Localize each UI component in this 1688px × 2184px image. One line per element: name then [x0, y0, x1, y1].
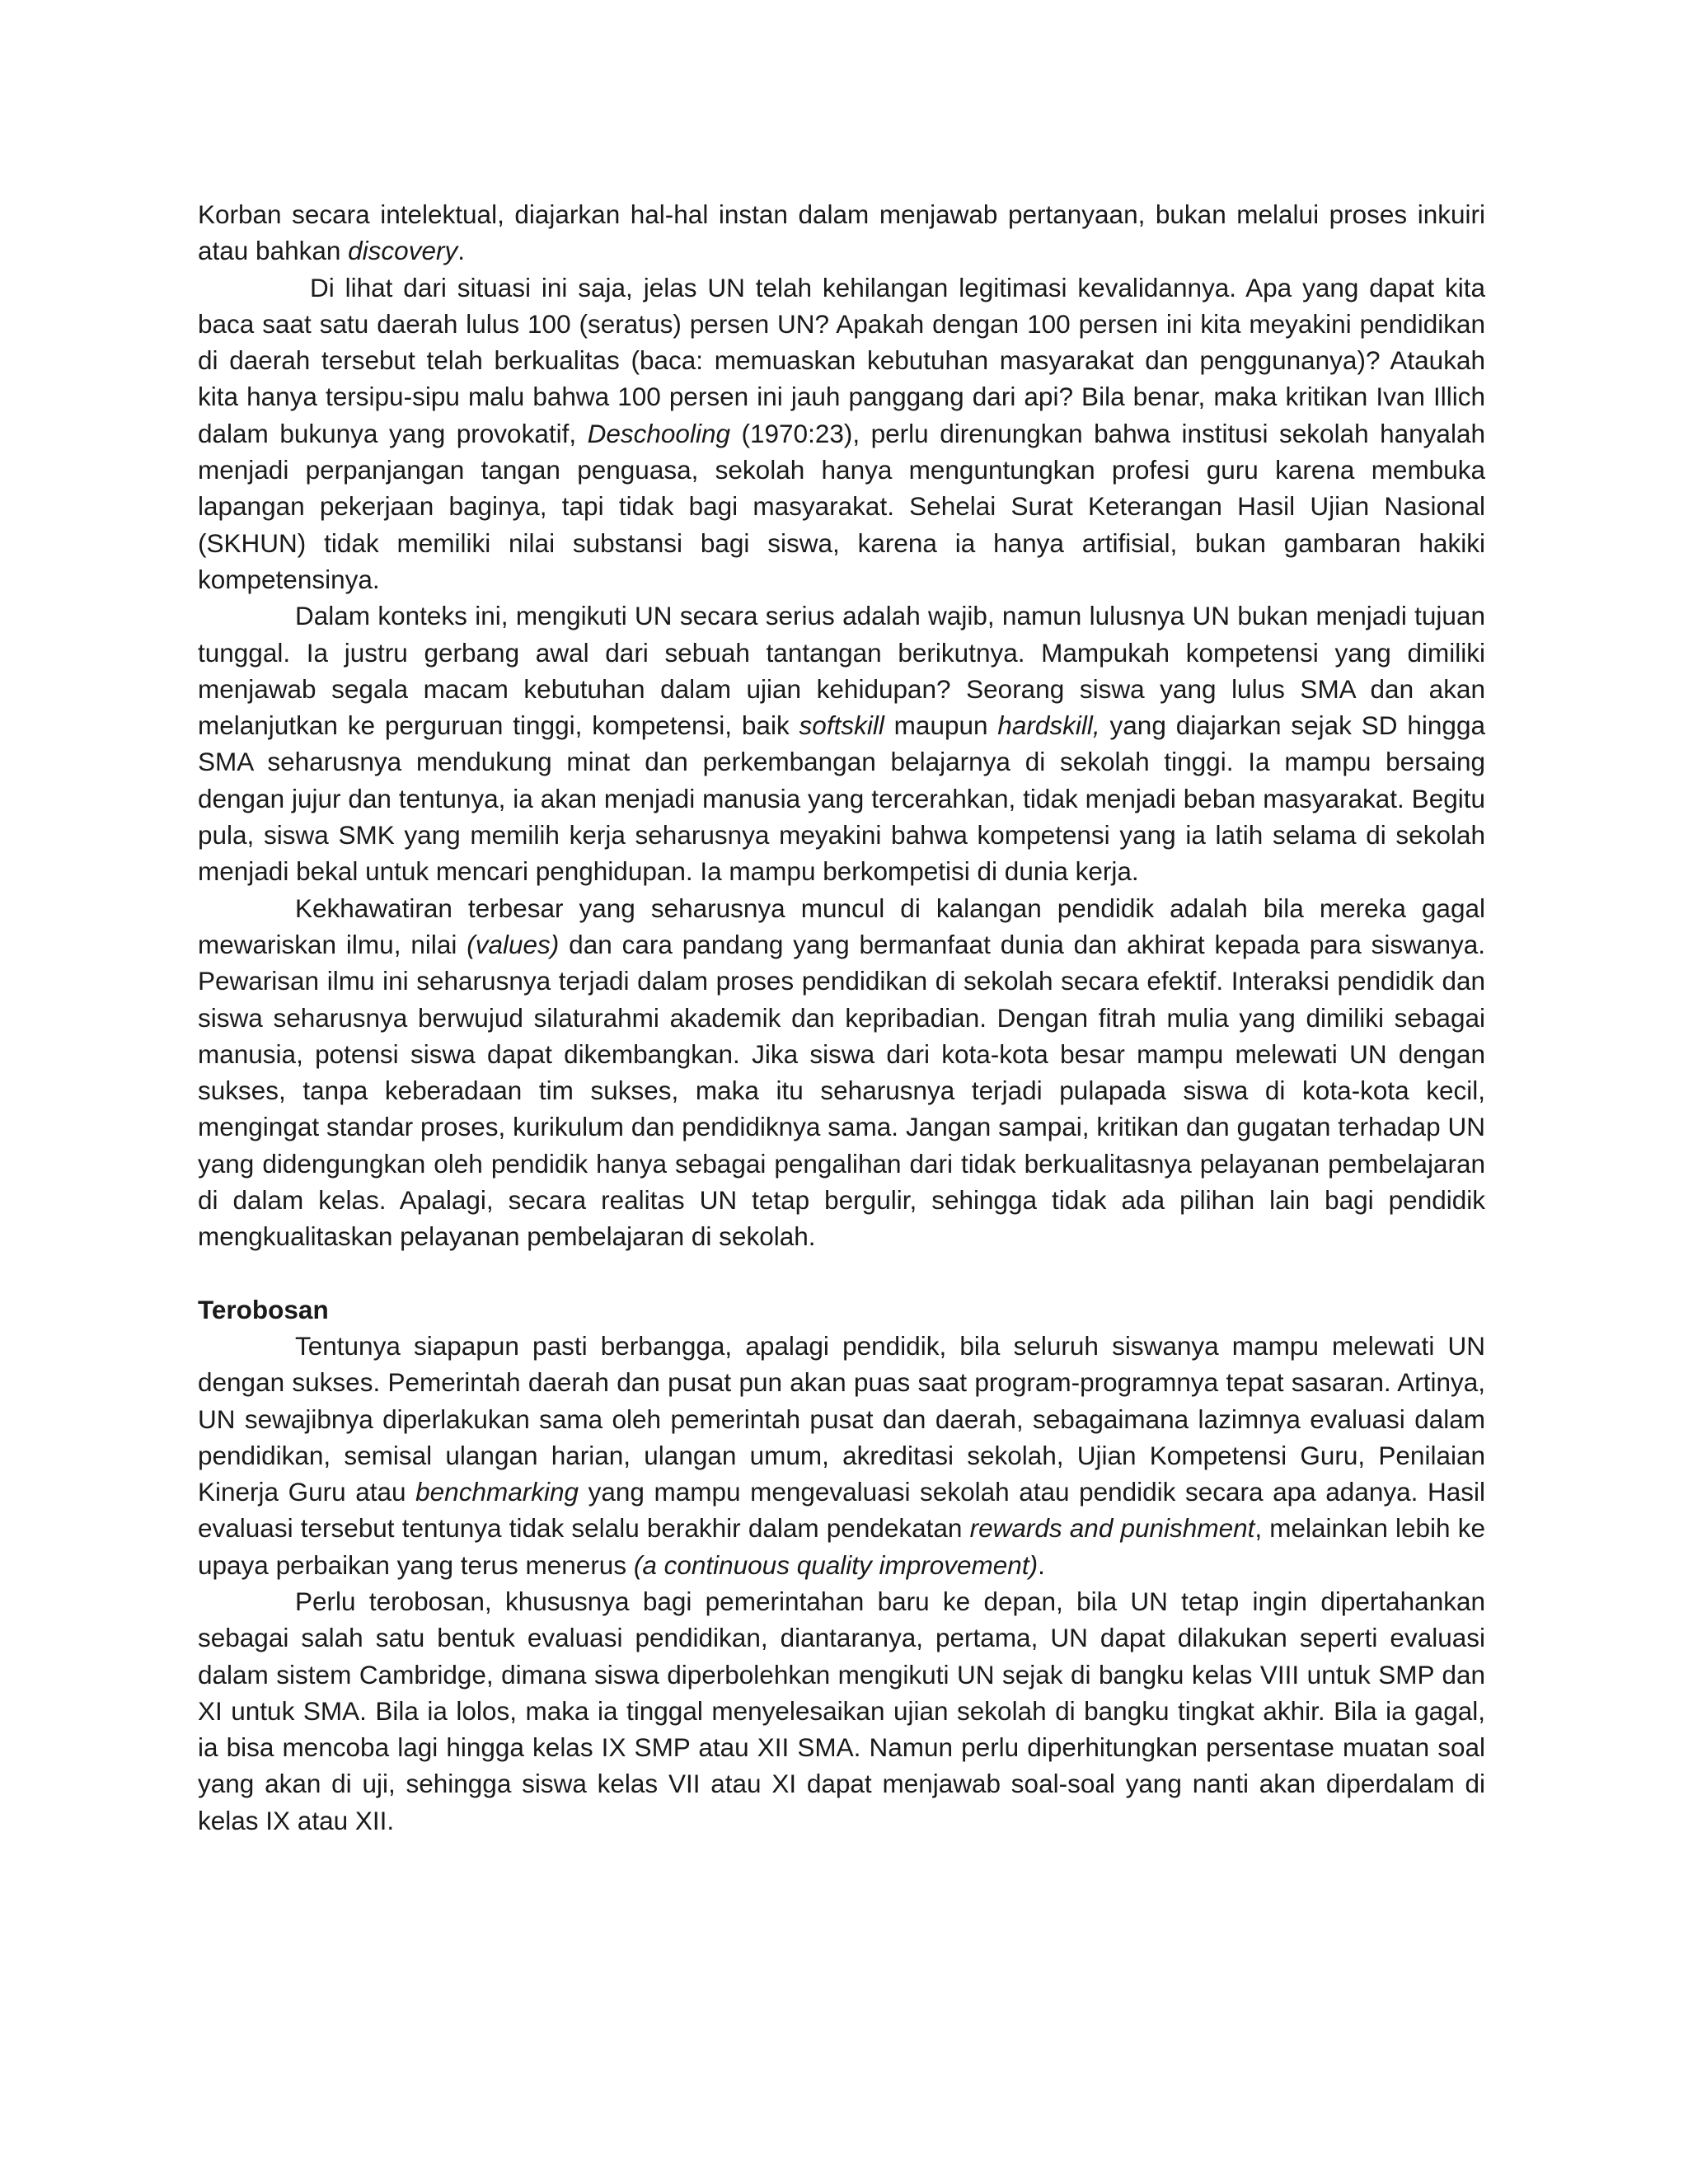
- paragraph-1-text: Korban secara intelektual, diajarkan hal-hal instan dalam menjawab pertanyaan, bukan melalui proses inkuiri atau bahkan: [198, 199, 1485, 266]
- paragraph-4-end: dan cara pandang yang bermanfaat dunia dan akhirat kepada para siswanya. Pewarisan ilmu ini seharusnya terjadi dalam proses pendidikan di sekolah secara efektif. Interaksi pendidik dan siswa seharusnya berwujud silaturahmi akademik dan kepribadian. Dengan fitrah mulia yang dimiliki sebagai manusia, potensi siswa dapat dikembangkan. Jika siswa dari kota-kota besar mampu melewati UN dengan sukses, tanpa keberadaan tim sukses, maka itu seharusnya terjadi pulapada siswa di kota-kota kecil, mengingat standar proses, kurikulum dan pendidiknya sama. Jangan sampai, kritikan dan gugatan terhadap UN yang didengungkan oleh pendidik hanya sebagai pengalihan dari tidak berkualitasnya pelayanan pembelajaran di dalam kelas. Apalagi, secara realitas UN tetap bergulir, sehingga tidak ada pilihan lain bagi pendidik mengkualitaskan pelayanan pembelajaran di sekolah.: [198, 929, 1485, 1252]
- paragraph-4: [198, 890, 1485, 1255]
- paragraph-1-end: .: [457, 236, 465, 266]
- section-heading: Terobosan: [198, 1294, 329, 1324]
- paragraph-5: [198, 1328, 1485, 1583]
- paragraph-5-text: Tentunya siapapun pasti berbangga, apalagi pendidik, bila seluruh siswanya mampu melewati UN dengan sukses. Pemerintah daerah dan pusat pun akan puas saat program-programnya tepat sasaran. Artinya, UN sewajibnya diperlakukan sama oleh pemerintah pusat dan daerah, sebagaimana lazimnya evaluasi dalam pendidikan, semisal ulangan harian, ulangan umum, akreditasi sekolah, Ujian Kompetensi Guru, Penilaian Kinerja Guru atau: [198, 1330, 1485, 1507]
- paragraph-2-text: Di lihat dari situasi ini saja, jelas UN telah kehilangan legitimasi kevalidannya. Apa yang dapat kita baca saat satu daerah lulus 100 (seratus) persen UN? Apakah dengan 100 persen ini kita meyakini pendidikan di daerah tersebut telah berkualitas (baca: memuaskan kebutuhan masyarakat dan penggunanya)? Ataukah kita hanya tersipu-sipu malu bahwa 100 persen ini jauh panggang dari api? Bila benar, maka kritikan Ivan Illich dalam bukunya yang provokatif,: [198, 272, 1485, 448]
- paragraph-3: [198, 598, 1485, 889]
- paragraph-5-text-2: yang mampu mengevaluasi sekolah atau pendidik secara apa adanya. Hasil evaluasi tersebut tentunya tidak selalu berakhir dalam pendekatan: [198, 1477, 1485, 1544]
- paragraph-3-text: Dalam konteks ini, mengikuti UN secara serius adalah wajib, namun lulusnya UN bukan menjadi tujuan tunggal. Ia justru gerbang awal dari sebuah tantangan berikutnya. Mampukah kompetensi yang dimiliki menjawab segala macam kebutuhan dalam ujian kehidupan? Seorang siswa yang lulus SMA dan akan melanjutkan ke perguruan tinggi, kompetensi, baik: [198, 601, 1485, 741]
- paragraph-3-italic-softskill: softskill: [799, 710, 884, 741]
- paragraph-6: [198, 1583, 1485, 1839]
- paragraph-5-italic-benchmarking: benchmarking: [415, 1477, 579, 1507]
- paragraph-5-text-3: , melainkan lebih ke upaya perbaikan yang terus menerus: [198, 1513, 1485, 1580]
- paragraph-5-end: .: [1038, 1549, 1045, 1580]
- paragraph-1: [198, 196, 1485, 269]
- paragraph-3-italic-hardskill: hardskill,: [997, 710, 1100, 741]
- paragraph-5-italic-rewards: rewards and punishment: [969, 1513, 1255, 1544]
- paragraph-4-text: Kekhawatiran terbesar yang seharusnya muncul di kalangan pendidik adalah bila mereka gagal mewariskan ilmu, nilai: [198, 893, 1485, 959]
- paragraph-4-italic: (values): [467, 929, 560, 959]
- paragraph-3-text-2: maupun: [884, 710, 998, 741]
- paragraph-1-italic: discovery: [348, 236, 458, 266]
- paragraph-6-text: Perlu terobosan, khususnya bagi pemerintahan baru ke depan, bila UN tetap ingin dipertahankan sebagai salah satu bentuk evaluasi pendidikan, diantaranya, pertama, UN dapat dilakukan seperti evaluasi dalam sistem Cambridge, dimana siswa diperbolehkan mengikuti UN sejak di bangku kelas VIII untuk SMP dan XI untuk SMA. Bila ia lolos, maka ia tinggal menyelesaikan ujian sekolah di bangku tingkat akhir. Bila ia gagal, ia bisa mencoba lagi hingga kelas IX SMP atau XII SMA. Namun perlu diperhitungkan persentase muatan soal yang akan di uji, sehingga siswa kelas VII atau XI dapat menjawab soal-soal yang nanti akan diperdalam di kelas IX atau XII.: [198, 1586, 1485, 1835]
- paragraph-2-italic: Deschooling: [587, 418, 730, 448]
- paragraph-5-italic-improvement: (a continuous quality improvement): [633, 1549, 1039, 1580]
- document-page: [198, 196, 1485, 1839]
- paragraph-2: [198, 269, 1485, 598]
- paragraph-3-end: yang diajarkan sejak SD hingga SMA seharusnya mendukung minat dan perkembangan belajarnya di sekolah tinggi. Ia mampu bersaing dengan jujur dan tentunya, ia akan menjadi manusia yang tercerahkan, tidak menjadi beban masyarakat. Begitu pula, siswa SMK yang memilih kerja seharusnya meyakini bahwa kompetensi yang ia latih selama di sekolah menjadi bekal untuk mencari penghidupan. Ia mampu berkompetisi di dunia kerja.: [198, 710, 1485, 887]
- paragraph-2-end: (1970:23), perlu direnungkan bahwa institusi sekolah hanyalah menjadi perpanjangan tangan penguasa, sekolah hanya menguntungkan profesi guru karena membuka lapangan pekerjaan baginya, tapi tidak bagi masyarakat. Sehelai Surat Keterangan Hasil Ujian Nasional (SKHUN) tidak memiliki nilai substansi bagi siswa, karena ia hanya artifisial, bukan gambaran hakiki kompetensinya.: [198, 418, 1485, 594]
